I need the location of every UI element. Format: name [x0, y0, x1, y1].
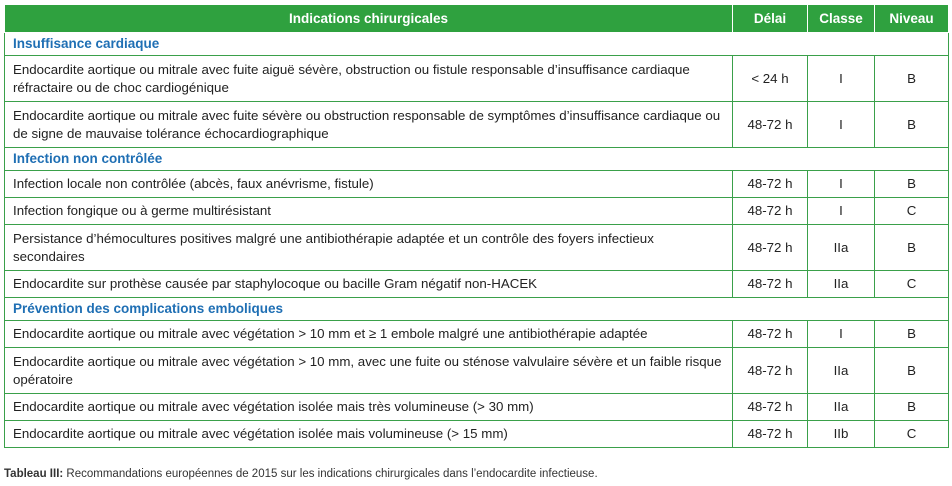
indication-text: Endocardite aortique ou mitrale avec végétation > 10 mm et ≥ 1 embole malgré une antibiothérapie adaptée	[5, 321, 733, 348]
niveau-cell: B	[875, 102, 949, 148]
section-row	[5, 33, 949, 56]
niveau-cell: C	[875, 421, 949, 448]
classe-cell: IIa	[808, 271, 875, 298]
indication-text: Endocardite sur prothèse causée par staphylocoque ou bacille Gram négatif non-HACEK	[5, 271, 733, 298]
classe-cell: I	[808, 321, 875, 348]
delai-cell: 48-72 h	[733, 171, 808, 198]
table-row	[5, 198, 949, 225]
recommendations-table-container	[4, 4, 948, 448]
classe-cell: IIa	[808, 394, 875, 421]
delai-cell: 48-72 h	[733, 394, 808, 421]
table-header-row	[5, 5, 949, 33]
indication-text: Infection fongique ou à germe multirésistant	[5, 198, 733, 225]
delai-cell: 48-72 h	[733, 225, 808, 271]
delai-cell: 48-72 h	[733, 271, 808, 298]
table-row	[5, 421, 949, 448]
delai-cell: < 24 h	[733, 56, 808, 102]
caption-label: Tableau III:	[4, 468, 64, 480]
header-niveau: Niveau	[875, 5, 949, 33]
table-row	[5, 348, 949, 394]
table-row	[5, 102, 949, 148]
indication-text: Endocardite aortique ou mitrale avec végétation isolée mais volumineuse (> 15 mm)	[5, 421, 733, 448]
niveau-cell: B	[875, 394, 949, 421]
table-row	[5, 171, 949, 198]
classe-cell: IIb	[808, 421, 875, 448]
delai-cell: 48-72 h	[733, 348, 808, 394]
header-indications: Indications chirurgicales	[5, 5, 733, 33]
surgical-indications-table	[4, 4, 949, 448]
niveau-cell: C	[875, 198, 949, 225]
niveau-cell: B	[875, 348, 949, 394]
indication-text: Endocardite aortique ou mitrale avec fuite aiguë sévère, obstruction ou fistule responsable d’insuffisance cardiaque réfractaire ou de choc cardiogénique	[5, 56, 733, 102]
niveau-cell: B	[875, 321, 949, 348]
classe-cell: I	[808, 171, 875, 198]
indication-text: Endocardite aortique ou mitrale avec végétation > 10 mm, avec une fuite ou sténose valvulaire sévère et un faible risque opératoire	[5, 348, 733, 394]
indication-text: Endocardite aortique ou mitrale avec végétation isolée mais très volumineuse (> 30 mm)	[5, 394, 733, 421]
niveau-cell: B	[875, 171, 949, 198]
caption-text: Recommandations européennes de 2015 sur les indications chirurgicales dans l’endocardite infectieuse.	[63, 468, 598, 480]
classe-cell: I	[808, 102, 875, 148]
classe-cell: IIa	[808, 348, 875, 394]
header-classe: Classe	[808, 5, 875, 33]
niveau-cell: C	[875, 271, 949, 298]
section-title: Infection non contrôlée	[5, 148, 949, 171]
delai-cell: 48-72 h	[733, 102, 808, 148]
section-row	[5, 148, 949, 171]
header-delai: Délai	[733, 5, 808, 33]
table-row	[5, 321, 949, 348]
table-caption	[4, 468, 598, 480]
section-row	[5, 298, 949, 321]
indication-text: Infection locale non contrôlée (abcès, faux anévrisme, fistule)	[5, 171, 733, 198]
classe-cell: I	[808, 56, 875, 102]
delai-cell: 48-72 h	[733, 421, 808, 448]
table-row	[5, 271, 949, 298]
table-row	[5, 56, 949, 102]
delai-cell: 48-72 h	[733, 198, 808, 225]
section-title: Prévention des complications emboliques	[5, 298, 949, 321]
classe-cell: IIa	[808, 225, 875, 271]
indication-text: Endocardite aortique ou mitrale avec fuite sévère ou obstruction responsable de symptômes d’insuffisance cardiaque ou de signe de mauvaise tolérance échocardiographique	[5, 102, 733, 148]
classe-cell: I	[808, 198, 875, 225]
section-title: Insuffisance cardiaque	[5, 33, 949, 56]
table-row	[5, 225, 949, 271]
delai-cell: 48-72 h	[733, 321, 808, 348]
niveau-cell: B	[875, 225, 949, 271]
niveau-cell: B	[875, 56, 949, 102]
table-row	[5, 394, 949, 421]
indication-text: Persistance d’hémocultures positives malgré une antibiothérapie adaptée et un contrôle des foyers infectieux secondaires	[5, 225, 733, 271]
